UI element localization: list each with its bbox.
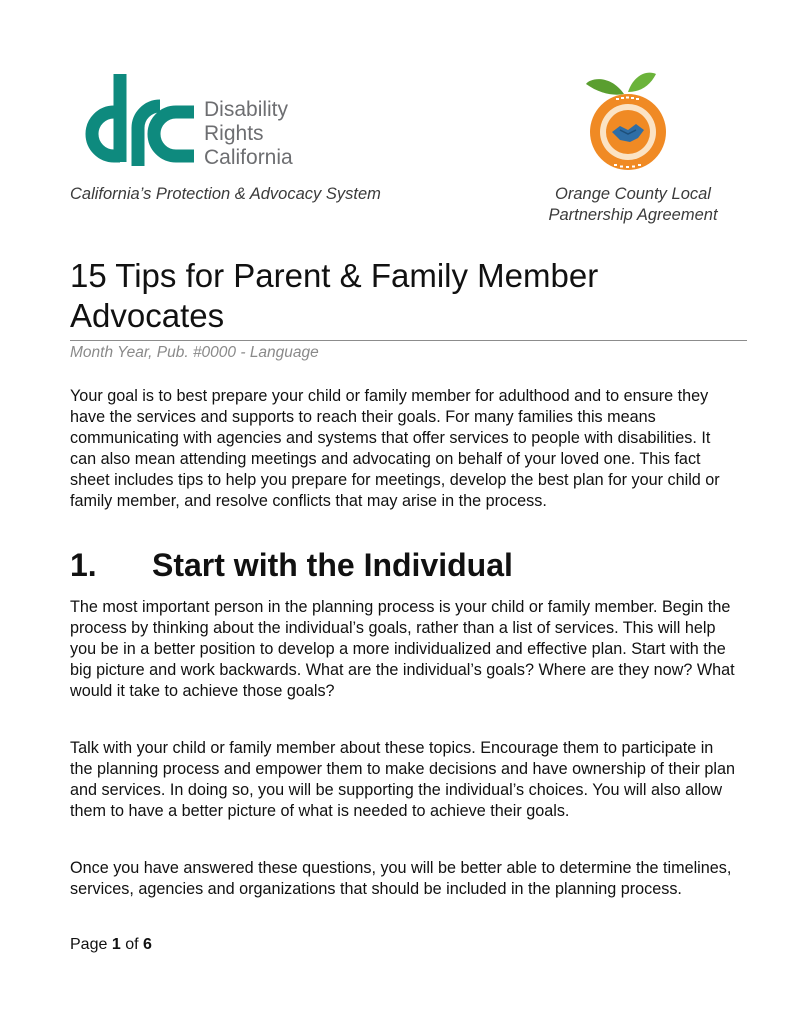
orange-county-lpa-seal bbox=[578, 68, 674, 176]
section-1-paragraph-1: The most important person in the planning process is your child or family member. Begin the process by thinking about the individual’s goals, rather than a list of services. This will help you be in a better position to develop a more individualized and effective plan. Start with the big picture and work backwards. What are the individual’s goals? Where are they now? What would it take to achieve those goals? bbox=[70, 598, 735, 700]
total-pages: 6 bbox=[142, 936, 152, 953]
intro-paragraph: Your goal is to best prepare your child or family member for adulthood and to ensure they have the services and supports to reach their goals. For many families this means communicating with agencies and systems that offer services to people with disabilities. It can also mean attending meetings and advocating on behalf of your loved one. This fact sheet includes tips to help you prepare for meetings, develop the best plan for your child or family member, and resolve conflicts that may arise in the process. bbox=[70, 387, 720, 510]
drc-logo-line-2: Rights bbox=[204, 122, 264, 145]
current-page: 1 bbox=[111, 936, 121, 953]
of-word: of bbox=[125, 936, 139, 953]
drc-logo-icon bbox=[70, 72, 196, 168]
page-word: Page bbox=[70, 936, 108, 953]
section-1-heading bbox=[70, 545, 513, 585]
drc-logo-line-1: Disability bbox=[204, 98, 289, 121]
drc-logo-line-3: California bbox=[204, 146, 293, 169]
section-1-title: Start with the Individual bbox=[152, 547, 513, 583]
title-divider bbox=[70, 340, 747, 341]
page-title: 15 Tips for Parent & Family Member Advocates bbox=[70, 257, 599, 334]
section-1-number: 1. bbox=[70, 547, 97, 583]
section-1-paragraph-2: Talk with your child or family member about these topics. Encourage them to participate in the planning process and empower them to make decisions and have ownership of their plan and services. In doing so, you will be supporting the individual’s choices. You will also allow them to have a better picture of what is needed to achieve their goals. bbox=[70, 739, 735, 820]
section-1-paragraph-3: Once you have answered these questions, you will be better able to determine the timelines, services, agencies and organizations that should be included in the planning process. bbox=[70, 859, 732, 898]
publication-info: Month Year, Pub. #0000 - Language bbox=[70, 344, 319, 361]
left-tagline: California’s Protection & Advocacy System bbox=[70, 185, 381, 203]
drc-logo bbox=[70, 72, 310, 172]
right-tagline: Orange County Local Partnership Agreement bbox=[548, 185, 718, 224]
drc-logo-wordmark bbox=[204, 98, 293, 170]
orange-county-seal-icon bbox=[578, 68, 674, 176]
page-number bbox=[70, 936, 152, 954]
